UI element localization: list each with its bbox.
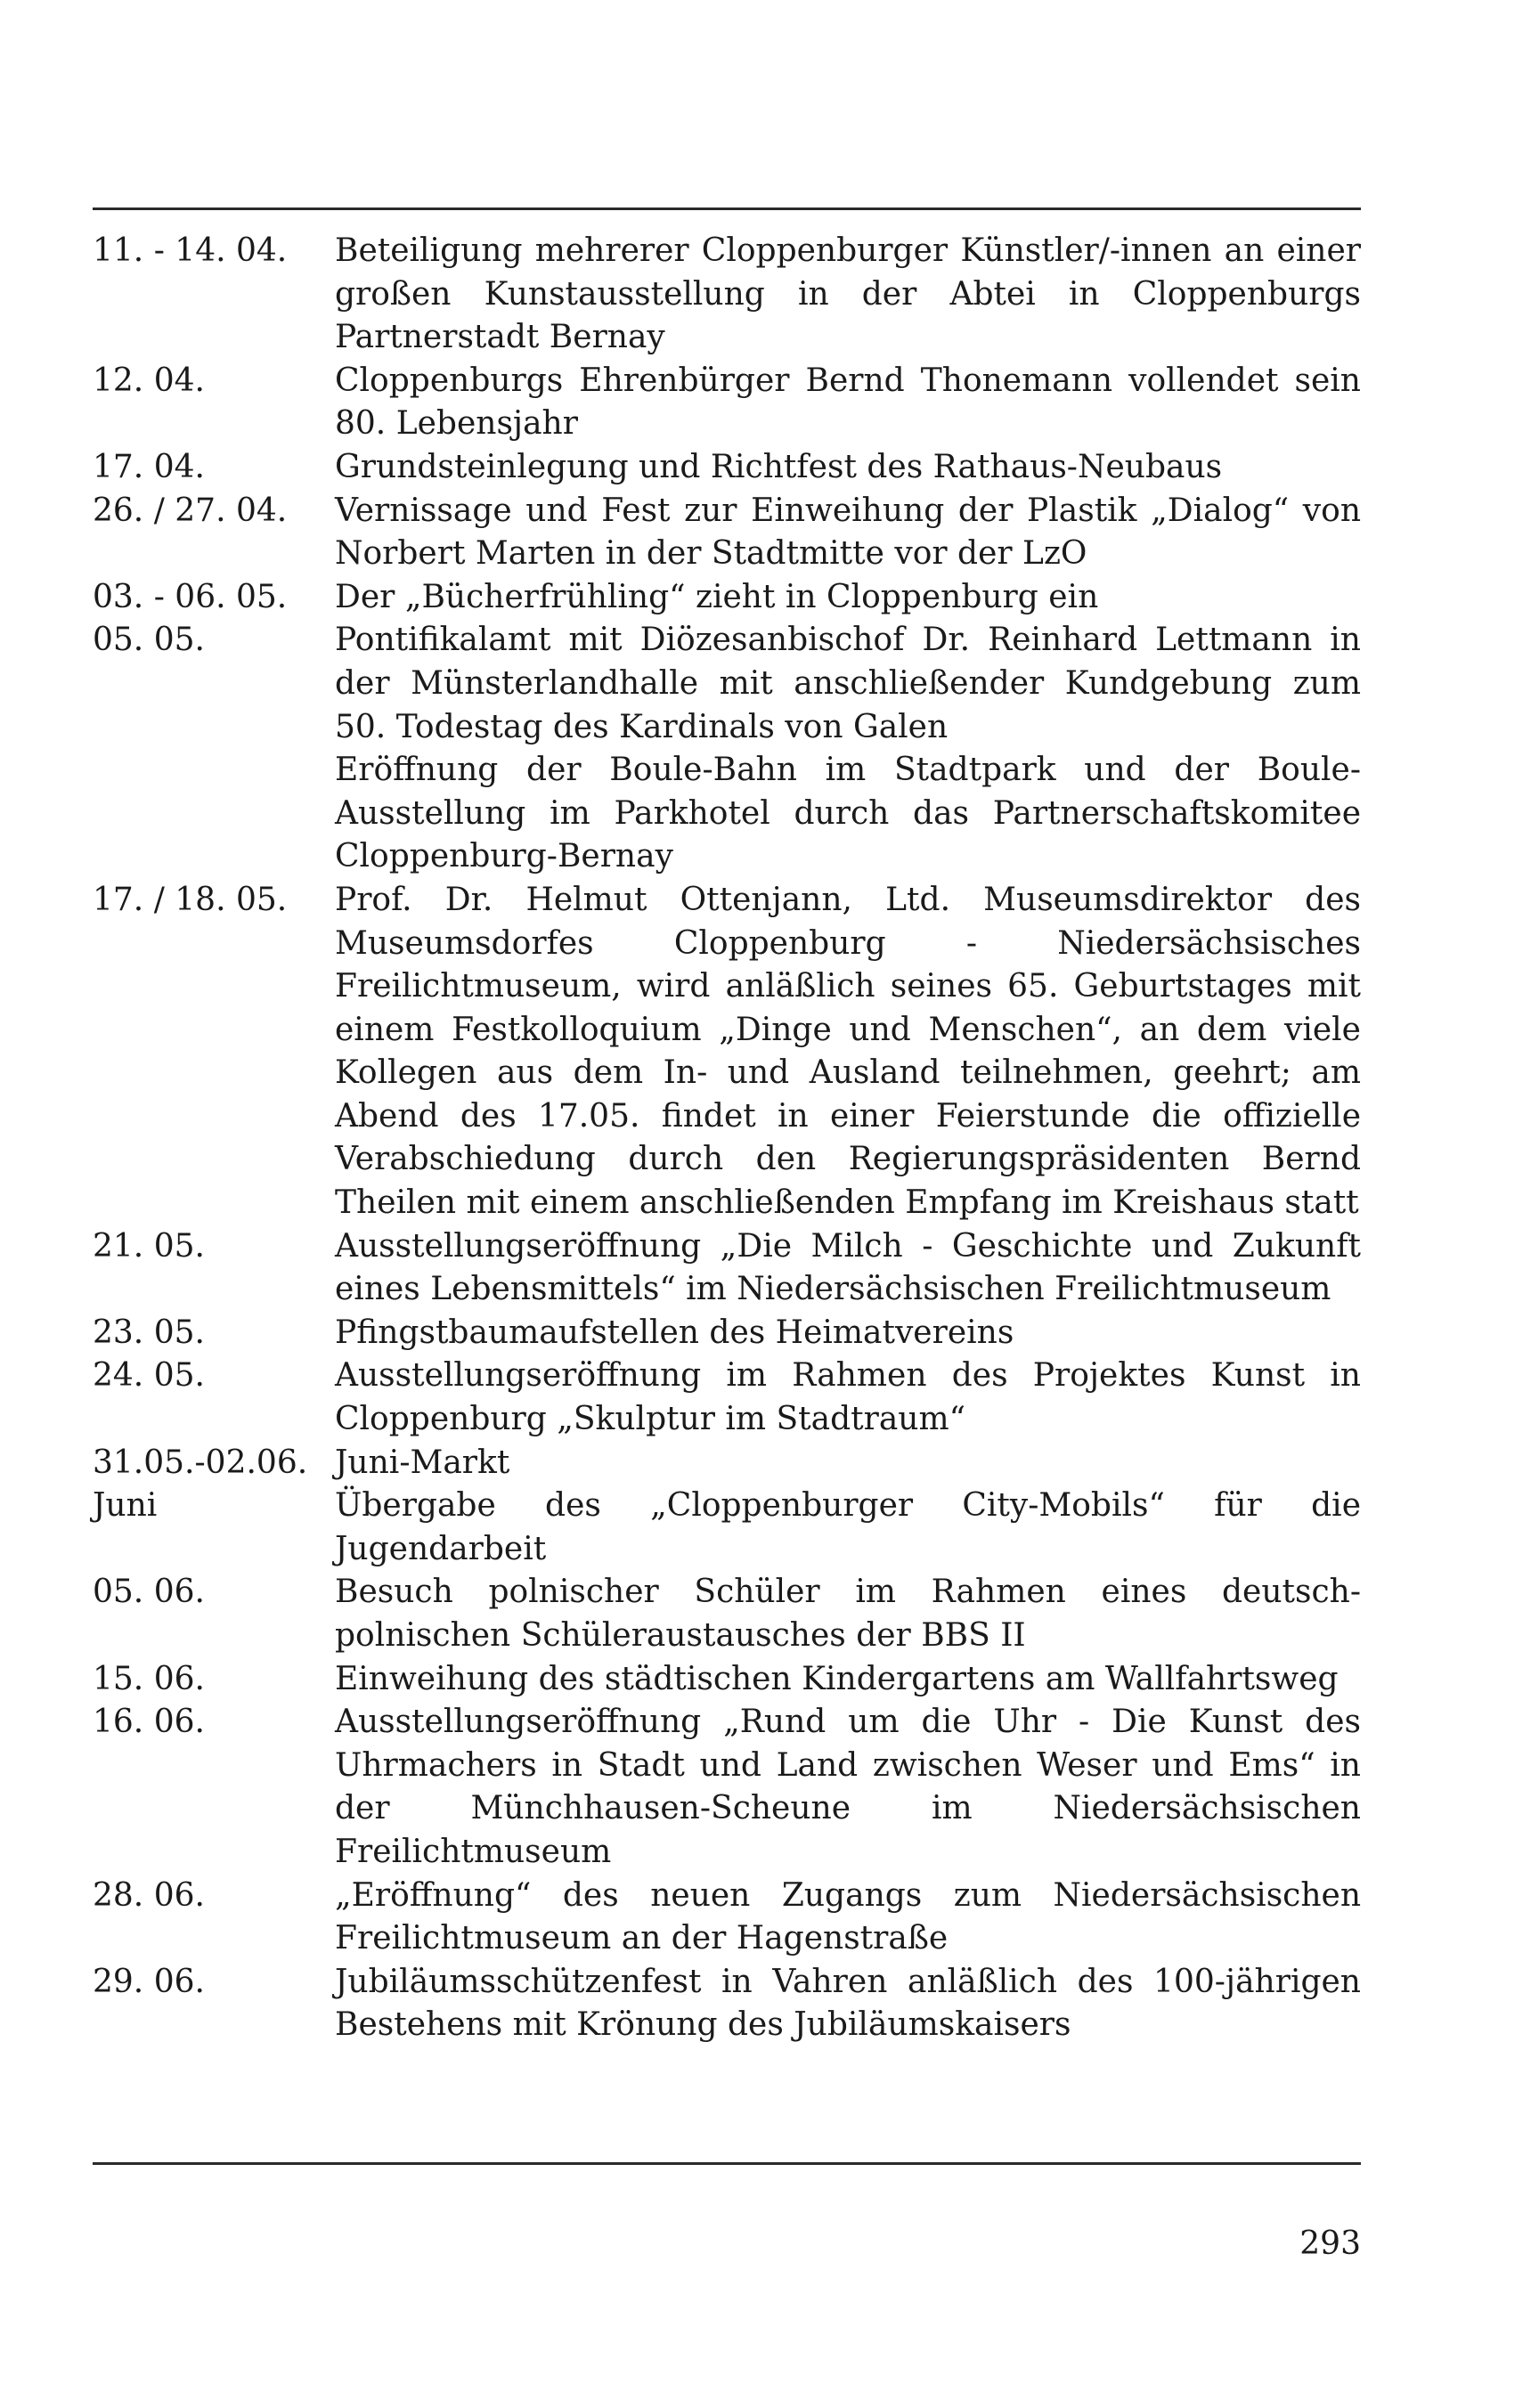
entry-date: Juni: [93, 1487, 158, 1525]
entry-date: 24. 05.: [93, 1357, 205, 1395]
entry-text: Einweihung des städtischen Kindergartens am Wallfahrtsweg: [335, 1660, 1339, 1697]
entry-date: 29. 06.: [93, 1963, 205, 2000]
entry-date: 15. 06.: [93, 1660, 205, 1697]
bottom-rule: [93, 2162, 1361, 2165]
entry-text: Juni-Markt: [335, 1444, 510, 1481]
chronicle-entry: [93, 619, 1361, 749]
entry-text: Jubiläumsschützenfest in Vahren anläßlich des 100-jährigen Bestehens mit Krönung des Jubiläumskaisers: [335, 1963, 1361, 2044]
entry-date: 12. 04.: [93, 362, 205, 399]
entry-text: Ausstellungseröffnung „Die Milch - Geschichte und Zukunft eines Lebensmittels“ im Niedersächsischen Freilichtmuseum: [335, 1227, 1361, 1308]
entry-text: „Eröffnung“ des neuen Zugangs zum Niedersächsischen Freilichtmuseum an der Hagenstraße: [335, 1876, 1361, 1957]
chronicle-entry: [93, 879, 1361, 1225]
entry-date: 03. - 06. 05.: [93, 578, 288, 615]
entry-date: 17. 04.: [93, 448, 205, 485]
chronicle-entry: [93, 1354, 1361, 1441]
entry-date: 05. 06.: [93, 1574, 205, 1611]
entry-text: Beteiligung mehrerer Cloppenburger Künstler/-innen an einer großen Kunstausstellung in der Abtei in Cloppenburgs Partnerstadt Bernay: [335, 232, 1361, 356]
top-rule: [93, 207, 1361, 210]
entry-date: 21. 05.: [93, 1227, 205, 1265]
entry-date: 11. - 14. 04.: [93, 232, 288, 269]
entry-text: Eröffnung der Boule-Bahn im Stadtpark und der Boule-Ausstellung im Parkhotel durch das Partnerschaftskomitee Cloppenburg-Bernay: [335, 752, 1361, 875]
entry-text: Ausstellungseröffnung im Rahmen des Projektes Kunst in Cloppenburg „Skulptur im Stadtraum“: [335, 1357, 1361, 1438]
entry-text: Grundsteinlegung und Richtfest des Rathaus-Neubaus: [335, 448, 1223, 485]
chronicle-entry: [93, 1485, 1361, 1571]
entry-text: Vernissage und Fest zur Einweihung der Plastik „Dialog“ von Norbert Marten in der Stadtmitte vor der LzO: [335, 492, 1361, 573]
chronicle-entry: [93, 576, 1361, 620]
chronicle-entry: [93, 1571, 1361, 1657]
entry-date: 16. 06.: [93, 1704, 205, 1741]
chronicle-list: [93, 230, 1361, 2047]
entry-date: 23. 05.: [93, 1314, 205, 1351]
chronicle-entry: [93, 1658, 1361, 1702]
chronicle-entry: [93, 1312, 1361, 1355]
chronicle-entry: [93, 1961, 1361, 2047]
entry-date: 31.05.-02.06.: [93, 1444, 308, 1481]
chronicle-entry: [93, 490, 1361, 576]
chronicle-entry: [93, 446, 1361, 490]
entry-date: 05. 05.: [93, 622, 205, 659]
chronicle-entry: [93, 749, 1361, 879]
chronicle-entry: [93, 230, 1361, 360]
entry-date: 28. 06.: [93, 1876, 205, 1914]
chronicle-entry: [93, 1225, 1361, 1312]
entry-text: Pontifikalamt mit Diözesanbischof Dr. Reinhard Lettmann in der Münsterlandhalle mit anschließender Kundgebung zum 50. Todestag des Kardinals von Galen: [335, 622, 1361, 745]
entry-date: 26. / 27. 04.: [93, 492, 288, 529]
chronicle-entry: [93, 1442, 1361, 1485]
chronicle-entry: [93, 1875, 1361, 1961]
entry-text: Ausstellungseröffnung „Rund um die Uhr - Die Kunst des Uhrmachers in Stadt und Land zwischen Weser und Ems“ in der Münchhausen-Scheune im Niedersächsischen Freilichtmuseum: [335, 1704, 1361, 1870]
chronicle-entry: [93, 1701, 1361, 1874]
entry-date: 17. / 18. 05.: [93, 881, 288, 918]
entry-text: Prof. Dr. Helmut Ottenjann, Ltd. Museumsdirektor des Museumsdorfes Cloppenburg - Niedersächsisches Freilichtmuseum, wird anläßlich seines 65. Geburtstages mit einem Festkolloquium „Dinge und Menschen“, an dem viele Kollegen aus dem In- und Ausland teilnehmen, geehrt; am Abend des 17.05. findet in einer Feierstunde die offizielle Verabschiedung durch den Regierungspräsidenten Bernd Theilen mit einem anschließenden Empfang im Kreishaus statt: [335, 881, 1361, 1222]
entry-text: Übergabe des „Cloppenburger City-Mobils“ für die Jugendarbeit: [335, 1487, 1361, 1567]
chronicle-entry: [93, 360, 1361, 446]
entry-text: Der „Bücherfrühling“ zieht in Cloppenburg ein: [335, 578, 1099, 615]
page-number: 293: [1299, 2225, 1361, 2262]
entry-text: Cloppenburgs Ehrenbürger Bernd Thonemann vollendet sein 80. Lebensjahr: [335, 362, 1361, 443]
entry-text: Besuch polnischer Schüler im Rahmen eines deutsch-polnischen Schüleraustausches der BBS II: [335, 1574, 1361, 1654]
entry-text: Pfingstbaumaufstellen des Heimatvereins: [335, 1314, 1014, 1351]
